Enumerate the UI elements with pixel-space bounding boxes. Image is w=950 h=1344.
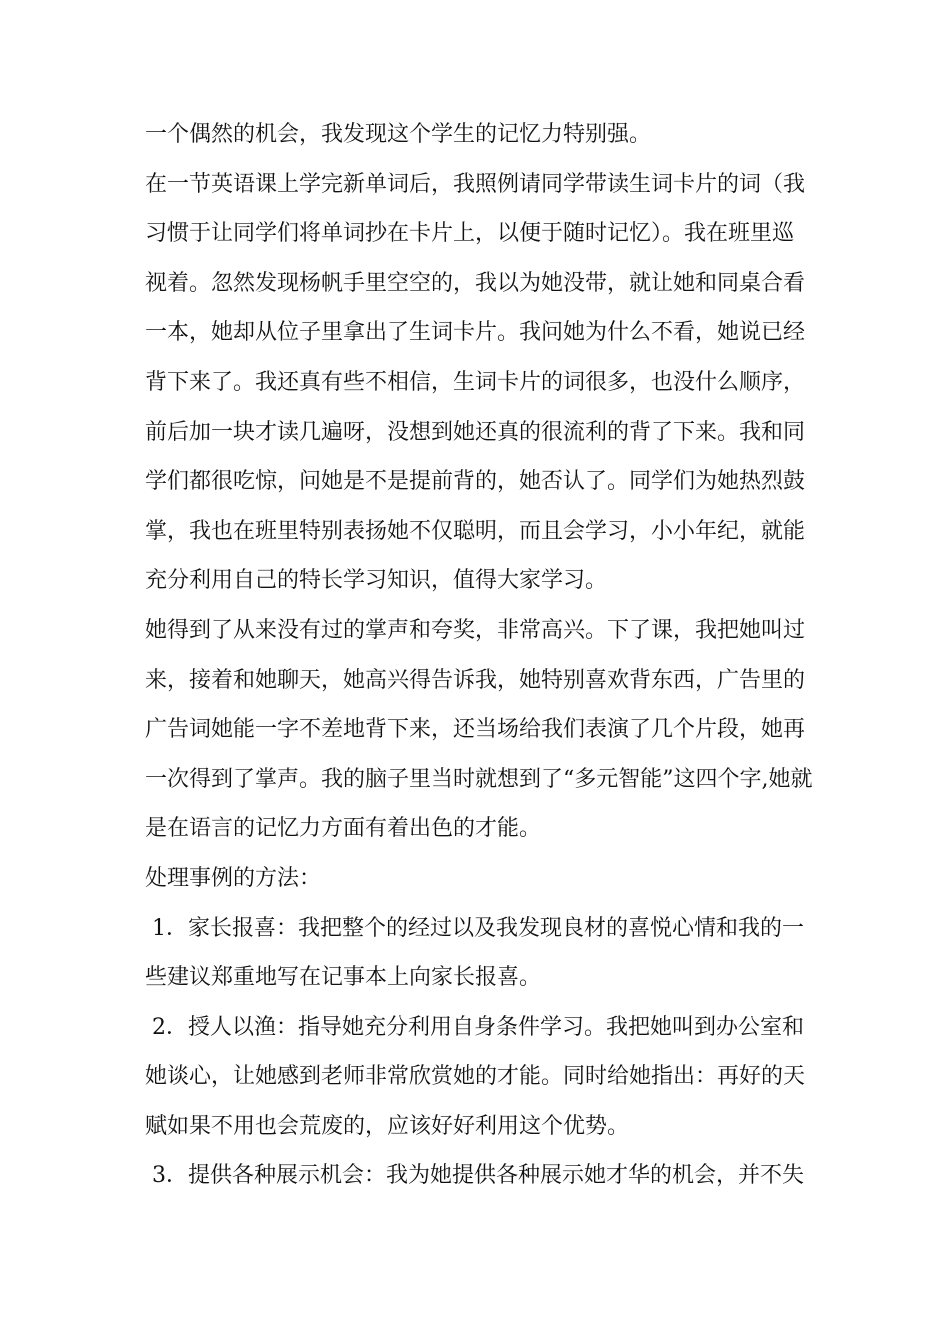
list-item-3: 3．提供各种展示机会：我为她提供各种展示她才华的机会，并不失 — [145, 1163, 804, 1189]
text-line: 一次得到了掌声。我的脑子里当时就想到了“多元智能”这四个字,她就 — [145, 766, 813, 792]
text-line: 在一节英语课上学完新单词后，我照例请同学带读生词卡片的词（我 — [145, 171, 806, 197]
section-heading: 处理事例的方法： — [145, 865, 322, 891]
text-line: 背下来了。我还真有些不相信，生词卡片的词很多，也没什么顺序， — [145, 369, 806, 395]
text-line: 视着。忽然发现杨帆手里空空的，我以为她没带，就让她和同桌合看 — [145, 270, 806, 296]
list-item-1: 1．家长报喜：我把整个的经过以及我发现良材的喜悦心情和我的一 — [145, 915, 804, 941]
text-line: 前后加一块才读几遍呀，没想到她还真的很流利的背了下来。我和同 — [145, 419, 806, 445]
text-line: 习惯于让同学们将单词抄在卡片上，以便于随时记忆）。我在班里巡 — [145, 221, 795, 247]
text-line: 来，接着和她聊天，她高兴得告诉我，她特别喜欢背东西，广告里的 — [145, 667, 806, 693]
text-line: 一本，她却从位子里拿出了生词卡片。我问她为什么不看，她说已经 — [145, 320, 806, 346]
text-line: 广告词她能一字不差地背下来，还当场给我们表演了几个片段，她再 — [145, 717, 806, 743]
document-body — [145, 110, 815, 1201]
text-line: 是在语言的记忆力方面有着出色的才能。 — [145, 816, 542, 842]
text-line: 掌，我也在班里特别表扬她不仅聪明，而且会学习，小小年纪，就能 — [145, 518, 806, 544]
list-item-2: 2．授人以渔：指导她充分利用自身条件学习。我把她叫到办公室和 — [145, 1014, 804, 1040]
text-line: 一个偶然的机会，我发现这个学生的记忆力特别强。 — [145, 122, 652, 147]
text-line: 学们都很吃惊，问她是不是提前背的，她否认了。同学们为她热烈鼓 — [145, 469, 806, 495]
text-line: 赋如果不用也会荒废的，应该好好利用这个优势。 — [145, 1113, 630, 1139]
text-line: 些建议郑重地写在记事本上向家长报喜。 — [145, 965, 542, 991]
text-line: 充分利用自己的特长学习知识，值得大家学习。 — [145, 568, 608, 594]
text-line: 她得到了从来没有过的掌声和夸奖，非常高兴。下了课，我把她叫过 — [145, 617, 806, 643]
text-line: 她谈心，让她感到老师非常欣赏她的才能。同时给她指出：再好的天 — [145, 1064, 806, 1090]
